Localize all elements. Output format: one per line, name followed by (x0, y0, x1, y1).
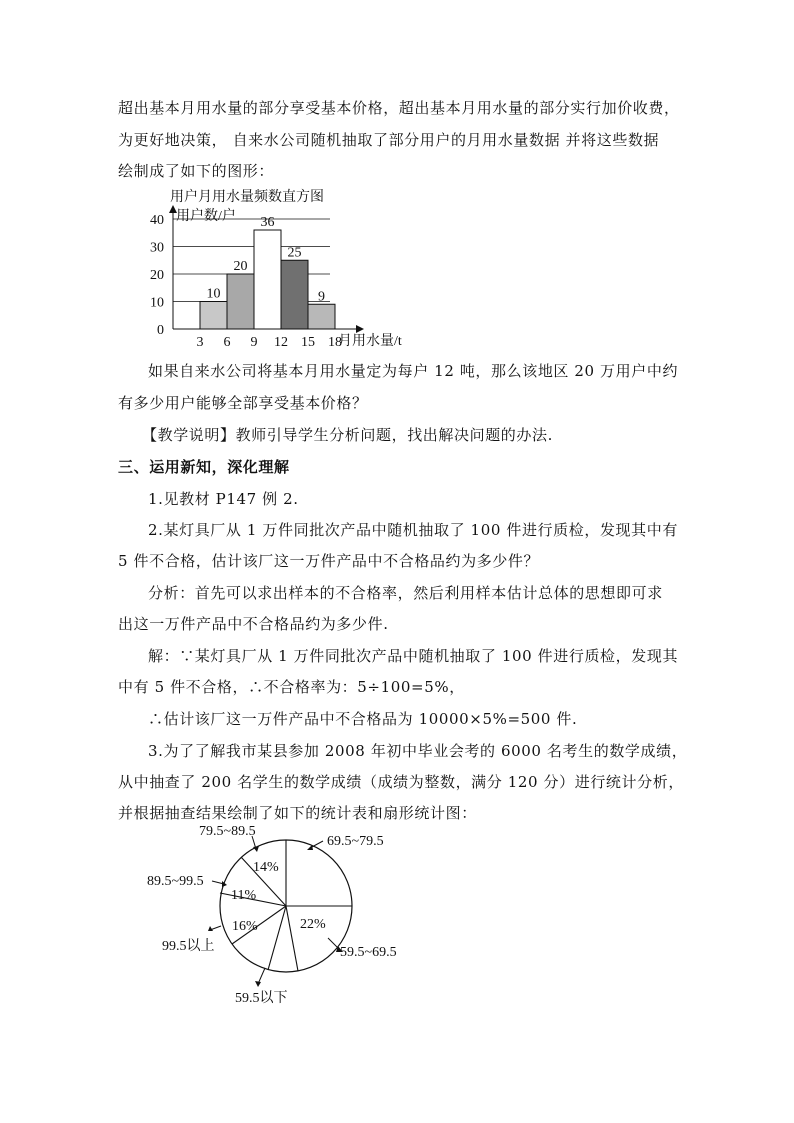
list-item: 2.某灯具厂从 1 万件同批次产品中随机抽取了 100 件进行质检，发现其中有 (148, 521, 678, 539)
paragraph-line: 如果自来水公司将基本月用水量定为每户 12 吨，那么该地区 20 万用户中约 (148, 362, 679, 380)
bar-value-label: 25 (287, 245, 302, 261)
bar-value-label: 20 (233, 259, 248, 274)
x-tick-label: 18 (328, 335, 342, 350)
chart-title: 用户月用水量频数直方图 (170, 190, 324, 205)
solution-line: 中有 5 件不合格，∴不合格率为：5÷100=5%， (118, 678, 465, 696)
slice-percent: 22% (300, 917, 326, 932)
slice-label: 99.5以上 (162, 939, 215, 954)
slice-label: 59.5~69.5 (340, 945, 397, 960)
y-axis-label: 用户数/户 (176, 209, 236, 224)
x-tick-label: 3 (196, 335, 204, 350)
teaching-note: 【教学说明】教师引导学生分析问题，找出解决问题的办法. (142, 426, 553, 444)
paragraph-line: 绘制成了如下的图形： (118, 162, 275, 180)
x-tick-label: 12 (274, 335, 288, 350)
solution-line: ∴估计该厂这一万件产品中不合格品为 10000×5%=500 件. (148, 710, 578, 728)
histogram-bar (254, 230, 281, 329)
bar-value-label: 10 (206, 286, 221, 302)
paragraph-line: 超出基本月用水量的部分享受基本价格，超出基本月用水量的部分实行加价收费， (118, 99, 680, 117)
slice-percent: 14% (253, 860, 279, 875)
histogram-chart (140, 183, 440, 353)
histogram-bar (227, 274, 254, 329)
x-tick-label: 9 (250, 335, 258, 350)
leader-line (258, 968, 265, 984)
x-tick-label: 15 (301, 335, 315, 350)
slice-label: 59.5以下 (235, 991, 288, 1006)
solution-line: 解：∵某灯具厂从 1 万件同批次产品中随机抽取了 100 件进行质检，发现其 (148, 647, 679, 665)
pie-chart (140, 818, 430, 1018)
slice-label: 79.5~89.5 (199, 824, 256, 839)
x-tick-label: 6 (223, 335, 231, 350)
slice-percent: 11% (231, 888, 257, 903)
x-axis-arrow (356, 325, 364, 333)
list-item: 1.见教材 P147 例 2. (148, 490, 299, 508)
section-heading: 三、运用新知，深化理解 (118, 458, 290, 476)
slice-label: 89.5~99.5 (147, 874, 204, 889)
y-tick-label: 0 (157, 323, 164, 338)
histogram-bar (200, 302, 227, 330)
list-item: 3.为了了解我市某县参加 2008 年初中毕业会考的 6000 名考生的数学成绩， (148, 742, 688, 760)
y-tick-label: 10 (150, 295, 164, 311)
y-tick-label: 20 (150, 268, 164, 283)
paragraph-line: 有多少用户能够全部享受基本价格？ (118, 394, 368, 412)
analysis-line: 出这一万件产品中不合格品约为多少件. (118, 615, 389, 633)
x-axis-label: 月用水量/t (338, 334, 402, 349)
histogram-bar (281, 260, 308, 329)
bar-value-label: 9 (318, 289, 325, 305)
paragraph-line: 为更好地决策， 自来水公司随机抽取了部分用户的月用水量数据 并将这些数据 (118, 131, 660, 149)
histogram-bar (308, 304, 335, 329)
list-item: 5 件不合格，估计该厂这一万件产品中不合格品约为多少件？ (118, 552, 540, 570)
list-item: 从中抽查了 200 名学生的数学成绩（成绩为整数，满分 120 分）进行统计分析， (118, 773, 684, 791)
slice-label: 69.5~79.5 (327, 834, 384, 849)
analysis-line: 分析：首先可以求出样本的不合格率，然后利用样本估计总体的思想即可求 (148, 584, 663, 602)
bar-value-label: 36 (260, 215, 275, 230)
y-tick-label: 40 (150, 213, 164, 228)
slice-percent: 16% (232, 919, 258, 934)
leader-arrowhead (255, 981, 261, 987)
list-item: 并根据抽查结果绘制了如下的统计表和扇形统计图： (118, 804, 477, 822)
leader-arrowhead (208, 926, 213, 931)
y-tick-label: 30 (150, 240, 164, 256)
